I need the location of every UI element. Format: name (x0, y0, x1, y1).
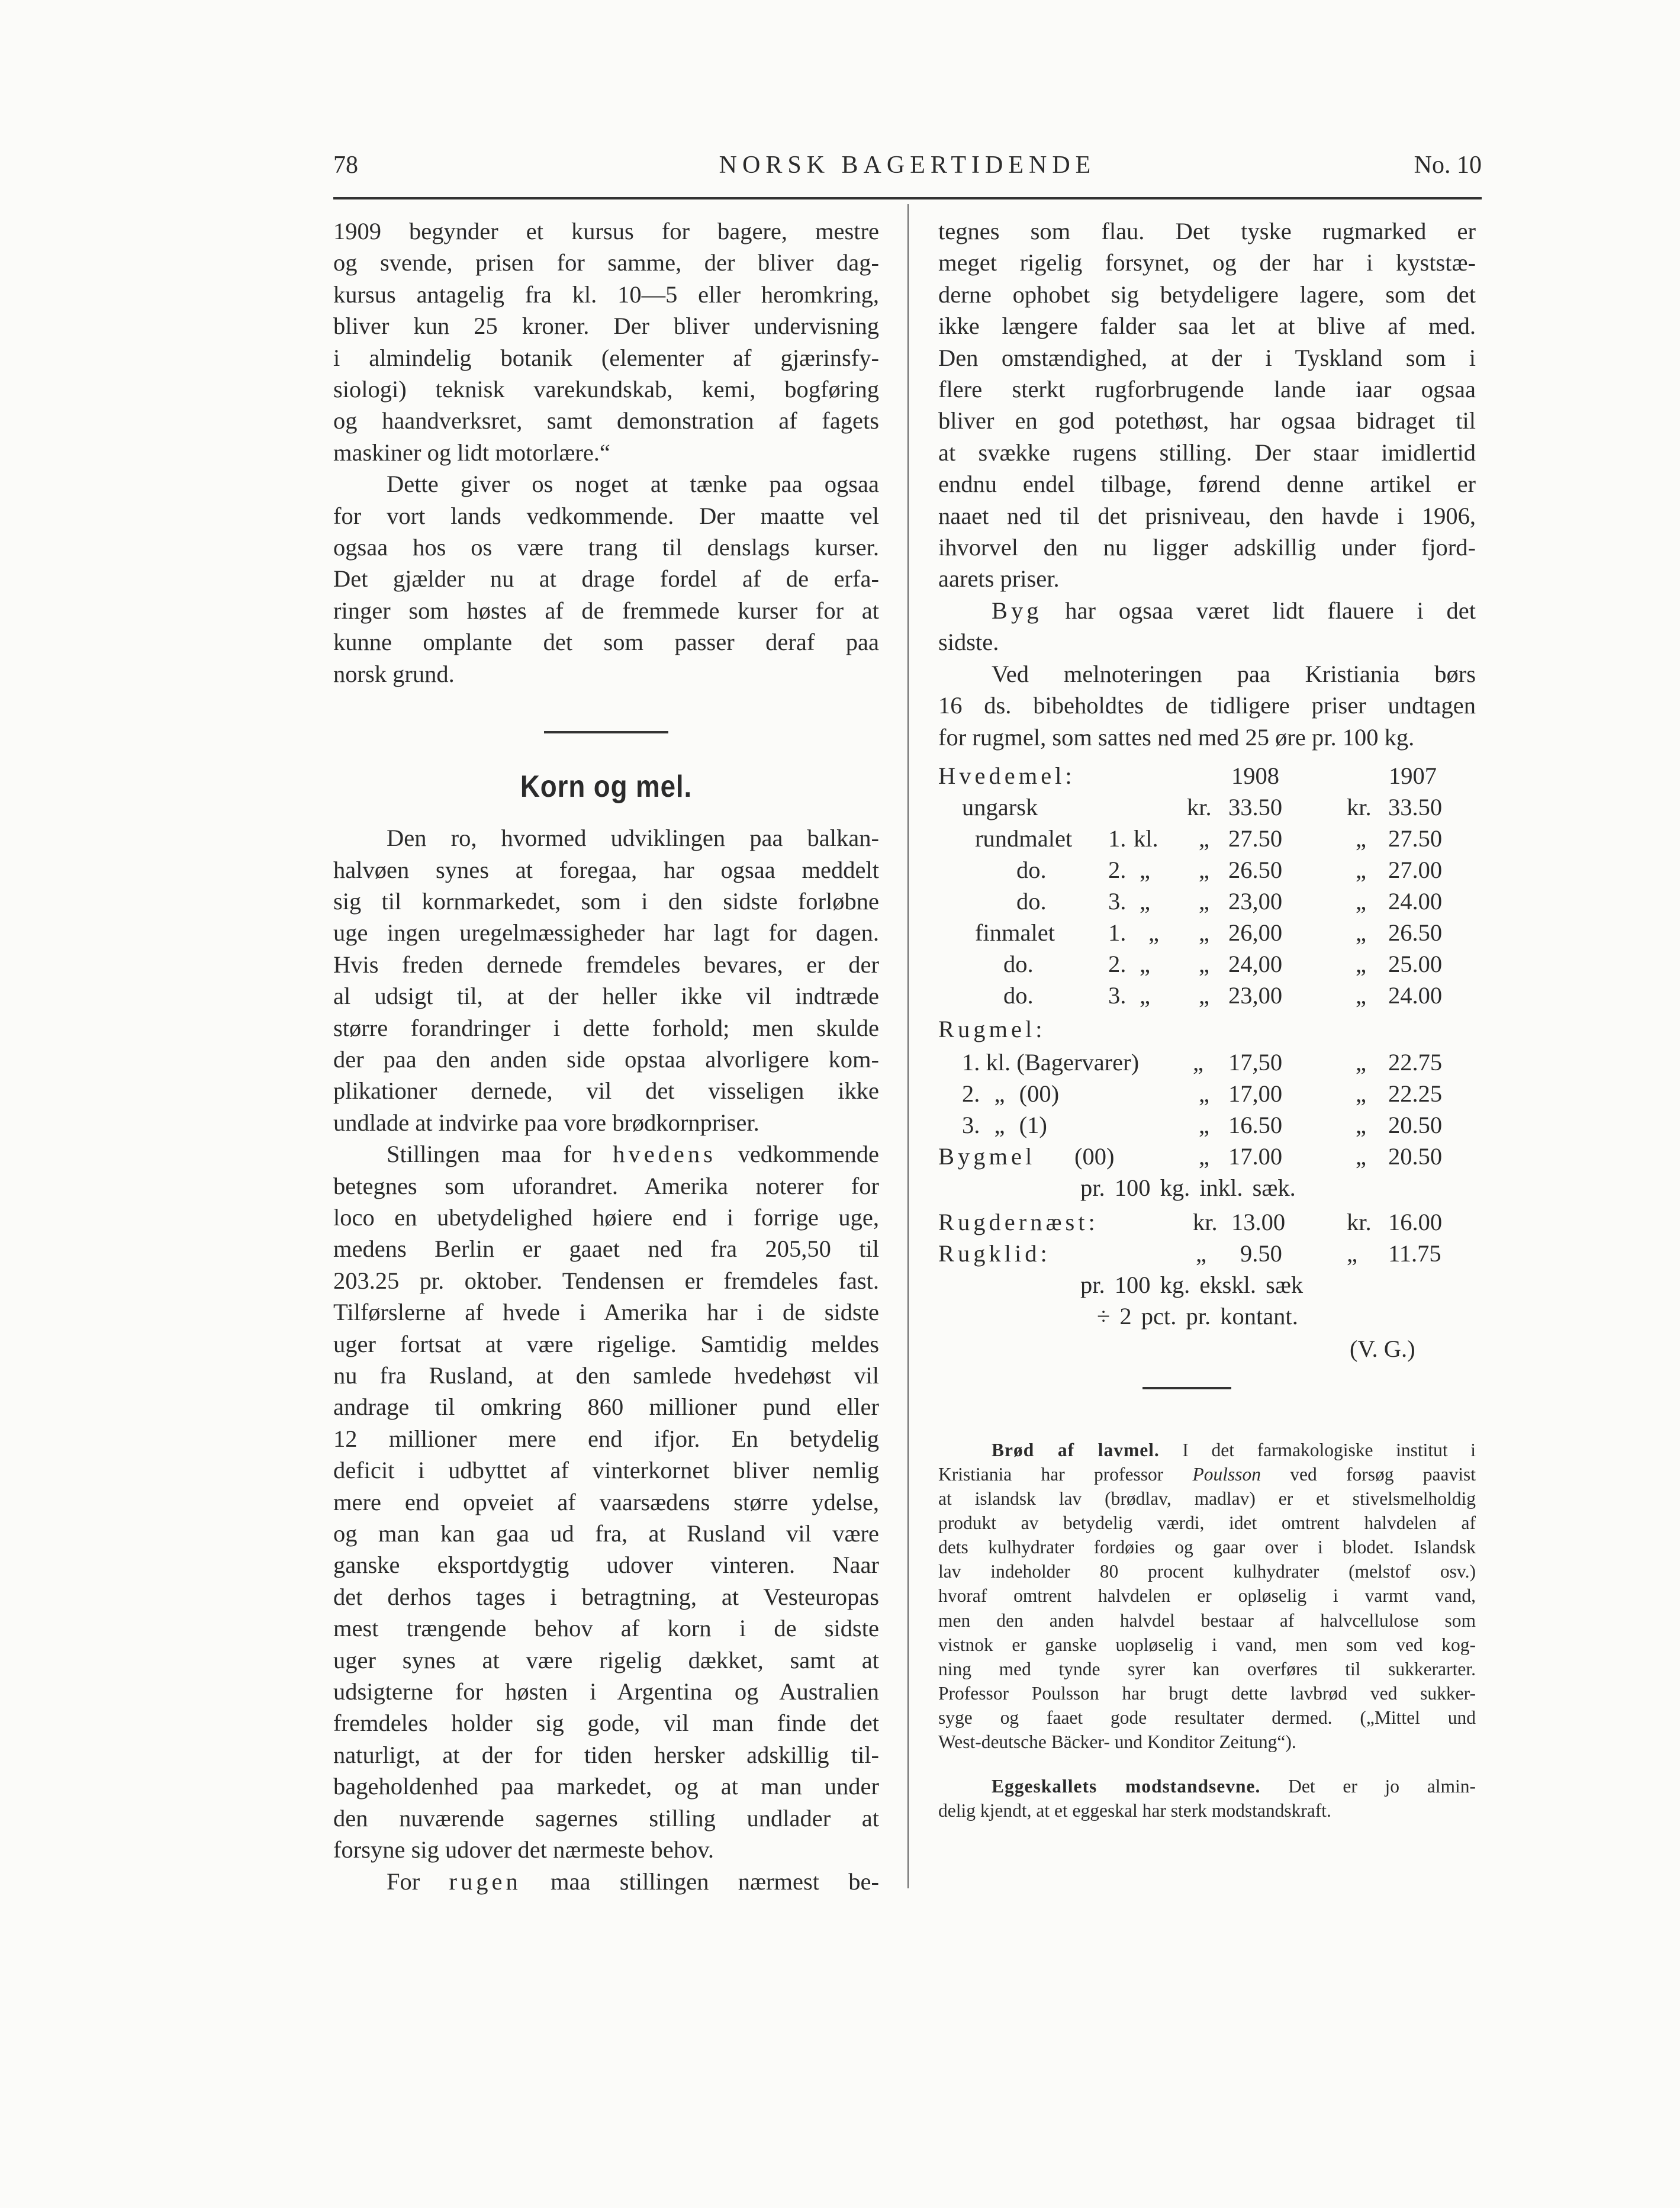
text-line: Brød af lavmel. I det farmakologiske institut i (992, 1439, 1476, 1460)
text-line: betegnes som uforandret. Amerika noterer for (333, 1172, 879, 1199)
text-line: Tilførslerne af hvede i Amerika har i de sidste (333, 1299, 879, 1326)
text-line: og man kan gaa ud fra, at Rusland vil være (333, 1520, 879, 1547)
column-divider (907, 204, 909, 1888)
paragraph-barley (938, 595, 1476, 658)
text-line: og svende, prisen for samme, der bliver dag- (333, 249, 879, 276)
table-row: do. 3. „ „ 23,00 „ 24.00 (1003, 981, 1443, 1009)
text-line: delig kjendt, at et eggeskal har sterk modstandskraft. (938, 1800, 1331, 1821)
text-line: forsyne sig udover det nærmeste behov. (333, 1836, 714, 1863)
year-1907-header: 1907 (1389, 762, 1437, 789)
text-line: Professor Poulsson har brugt dette lavbrød ved sukker- (938, 1682, 1476, 1704)
text-line: tegnes som flau. Det tyske rugmarked er (938, 218, 1476, 244)
text-line: flere sterkt rugforbrugende lande iaar ogsaa (938, 376, 1476, 403)
page-number: 78 (333, 152, 358, 179)
rugdernaest-label: Rugdernæst: (938, 1208, 1099, 1235)
text-line: fremdeles holder sig gode, vil man finde det (333, 1710, 879, 1737)
text-line: bageholdenhed paa markedet, og at man under (333, 1773, 879, 1800)
text-line: norsk grund. (333, 660, 455, 687)
text-line: maskiner og lidt motorlære.“ (333, 439, 610, 466)
text-line: deficit i udbyttet af vinterkornet bliver nemlig (333, 1457, 879, 1484)
text-line: uger synes at være rigelig dækket, samt at (333, 1646, 879, 1673)
text-line: at svække rugens stilling. Der staar imidlertid (938, 439, 1476, 466)
table-note: pr. 100 kg. inkl. sæk. (1080, 1174, 1296, 1201)
paragraph-rye-continued (938, 215, 1476, 595)
text-line: Eggeskallets modstandsevne. Det er jo almin- (992, 1776, 1476, 1797)
header-rule (333, 197, 1482, 199)
text-line: Den ro, hvormed udviklingen paa balkan- (387, 825, 879, 852)
text-line: aarets priser. (938, 565, 1060, 593)
table-header-row (938, 760, 1476, 791)
text-line: derne ophobet sig betydeligere lagere, som det (938, 281, 1476, 308)
table-row: ungarsk kr. 33.50 kr. 33.50 (962, 793, 1443, 820)
text-line: kunne omplante det som passer deraf paa (333, 629, 879, 656)
rugmel-label: Rugmel: (938, 1015, 1046, 1042)
text-line: bliver en god potethøst, har ogsaa bidraget til (938, 407, 1476, 434)
table-section-row (938, 1013, 1476, 1045)
text-line: og haandverksret, samt demonstration af fagets (333, 407, 879, 434)
text-line: den nuværende sagernes stilling undlader at (333, 1804, 879, 1832)
spaced-word: rugen (449, 1868, 522, 1895)
table-row: Rugdernæst: kr. 13.00 kr. 16.00 (938, 1206, 1476, 1238)
hvedemel-label: Hvedemel: (938, 762, 1076, 789)
text-line: Den omstændighed, at der i Tyskland som i (938, 344, 1476, 371)
text-line: Byg har ogsaa været lidt flauere i det (992, 597, 1476, 624)
notice-title: Brød af lavmel. (992, 1439, 1160, 1460)
text-line: siologi) teknisk varekundskab, kemi, bogføring (333, 376, 879, 403)
table-row: rundmalet 1. kl. „ 27.50 „ 27.50 (975, 825, 1443, 852)
table-row: 2. „ (00) „ 17,00 „ 22.25 (962, 1080, 1443, 1107)
text-line: endnu endel tilbage, førend denne artikel er (938, 471, 1476, 498)
table-row: 3. „ (1) „ 16.50 „ 20.50 (962, 1111, 1443, 1138)
spaced-word: hvedens (613, 1141, 716, 1168)
text-line: Hvis freden dernede fremdeles bevares, er der (333, 951, 879, 978)
notice-brod (938, 1438, 1476, 1754)
text-line: dets kulhydrater fordøies og gaar over i blodet. Islandsk (938, 1537, 1476, 1558)
text-line: ogsaa hos os være trang til denslags kurser. (333, 534, 879, 561)
text-line: vistnok er ganske uopløselig i vand, men som ved kog- (938, 1634, 1476, 1655)
table-note: pr. 100 kg. ekskl. sæk (1080, 1271, 1304, 1298)
section-divider (1142, 1387, 1231, 1389)
text-line: kursus antagelig fra kl. 10—5 eller heromkring, (333, 281, 879, 308)
text-line: hvoraf omtrent halvdelen er opløselig i varmt vand, (938, 1585, 1476, 1607)
text-line: uger fortsat at være rigelige. Samtidig meldes (333, 1330, 879, 1357)
text-line: sidste. (938, 629, 999, 656)
text-line: loco en ubetydelighed høiere end i forrige uge, (333, 1203, 879, 1231)
text-line: ganske eksportdygtig udover vinteren. Naar (333, 1552, 879, 1579)
text-line: bliver kun 25 kroner. Der bliver undervisning (333, 313, 879, 340)
text-line: sig til kornmarkedet, som i den sidste forløbne (333, 887, 879, 915)
text-line: andrage til omkring 860 millioner pund eller (333, 1393, 879, 1421)
text-line: men den anden halvdel bestaar af halvcellulose som (938, 1610, 1476, 1631)
right-column (938, 215, 1476, 1823)
publication-title: NORSK BAGERTIDENDE (719, 152, 1096, 179)
text-line: ning med tynde syrer kan overføres til sukkerarter. (938, 1658, 1476, 1679)
table-row: 1. kl. (Bagervarer) „ 17,50 „ 22.75 (962, 1048, 1443, 1076)
text-line: West-deutsche Bäcker- und Konditor Zeitung“). (938, 1731, 1296, 1753)
text-line: Stillingen maa for hvedens vedkommende (387, 1141, 880, 1168)
text-line: Kristiania har professor Poulsson ved forsøg paavist (938, 1464, 1476, 1485)
text-line: medens Berlin er gaaet ned fra 205,50 til (333, 1235, 879, 1263)
text-line: mest trængende behov af korn i de sidste (333, 1615, 879, 1642)
paragraph-course (333, 215, 879, 468)
text-line: Det gjælder nu at drage fordel af de erfa- (333, 565, 879, 593)
text-line: for rugmel, som sattes ned med 25 øre pr. 100 kg. (938, 723, 1415, 751)
text-line: naturligt, at der for tiden hersker adskillig til- (333, 1741, 879, 1768)
text-line: al udsigt til, at der heller ikke vil indtræde (333, 983, 879, 1010)
text-line: syge og faaet gode resultater dermed. („Mittel und (938, 1707, 1476, 1728)
text-line: at islandsk lav (brødlav, madlav) er et stivelsmelholdig (938, 1488, 1476, 1509)
author-signature: (V. G.) (1350, 1335, 1415, 1362)
text-line: plikationer dernede, vil det visseligen ikke (333, 1077, 879, 1105)
notice-title: Eggeskallets modstandsevne. (992, 1776, 1261, 1797)
text-line: 1909 begynder et kursus for bagere, mestre (333, 218, 879, 244)
article-heading: Korn og mel. (520, 770, 693, 804)
paragraph-reflection (333, 468, 879, 690)
text-line: det derhos tages i betragtning, at Vesteuropas (333, 1583, 879, 1610)
text-line: 12 millioner mere end ifjor. En betydelig (333, 1425, 879, 1452)
text-line: produkt av betydelig værdi, idet omtrent halvdelen af (938, 1512, 1476, 1534)
price-table (938, 760, 1476, 1414)
rugklid-label: Rugklid: (938, 1240, 1051, 1267)
paragraph-market-calm (333, 822, 879, 1138)
text-line: ringer som høstes af de fremmede kurser for at (333, 597, 879, 624)
left-column (333, 215, 879, 1897)
text-line: udsigterne for høsten i Argentina og Australien (333, 1678, 879, 1705)
running-header (333, 151, 1482, 186)
text-line: meget rigelig forsynet, og der har i kyststæ- (938, 249, 1476, 276)
text-line: nu fra Rusland, at den samlede hvedehøst vil (333, 1362, 879, 1389)
text-line: Dette giver os noget at tænke paa ogsaa (387, 471, 879, 498)
table-row: Rugklid: „ 9.50 „ 11.75 (938, 1238, 1476, 1269)
text-line: For rugen maa stillingen nærmest be- (387, 1868, 880, 1895)
text-line: større forandringer i dette forhold; men skulde (333, 1014, 879, 1041)
spaced-word: Byg (992, 597, 1042, 624)
table-row: do. 2. „ „ 24,00 „ 25.00 (1003, 950, 1443, 977)
paragraph-exchange (938, 658, 1476, 753)
table-note: ÷ 2 pct. pr. kontant. (1097, 1302, 1298, 1330)
text-line: for vort lands vedkommende. Der maatte vel (333, 502, 879, 529)
notice-egg (938, 1774, 1476, 1823)
text-line: uge ingen uregelmæssigheder har lagt for dagen. (333, 919, 879, 947)
text-line: Ved melnoteringen paa Kristiania børs (992, 660, 1476, 687)
text-line: der paa den anden side opstaa alvorligere kom- (333, 1045, 879, 1073)
text-line: lav indeholder 80 procent kulhydrater (melstof osv.) (938, 1561, 1476, 1582)
issue-number: No. 10 (1414, 152, 1482, 179)
table-row: Bygmel (00) „ 17.00 „ 20.50 (938, 1141, 1476, 1172)
table-row: finmalet 1. „ „ 26,00 „ 26.50 (975, 919, 1443, 946)
text-line: mere end opveiet af vaarsædens større ydelse, (333, 1488, 879, 1515)
text-line: i almindelig botanik (elementer af gjærinsfy- (333, 344, 879, 371)
table-row: do. 2. „ „ 26.50 „ 27.00 (1016, 856, 1443, 883)
signature-row (938, 1333, 1476, 1364)
text-line: 16 ds. bibeholdtes de tidligere priser undtagen (938, 692, 1476, 719)
paragraph-rye (333, 1866, 879, 1897)
text-line: halvøen synes at foregaa, har ogsaa meddelt (333, 856, 879, 883)
text-line: ihvorvel den nu ligger adskillig under fjord- (938, 534, 1476, 561)
paragraph-wheat (333, 1138, 879, 1865)
text-line: naaet ned til det prisniveau, den havde i 1906, (938, 502, 1476, 529)
year-1908-header: 1908 (1231, 762, 1279, 789)
text-line: 203.25 pr. oktober. Tendensen er fremdeles fast. (333, 1267, 879, 1294)
bygmel-label: Bygmel (938, 1142, 1036, 1170)
table-row: do. 3. „ „ 23,00 „ 24.00 (1016, 887, 1443, 915)
text-line: undlade at indvirke paa vore brødkornpriser. (333, 1109, 759, 1136)
text-line: ikke længere falder saa let at blive af med. (938, 313, 1476, 340)
